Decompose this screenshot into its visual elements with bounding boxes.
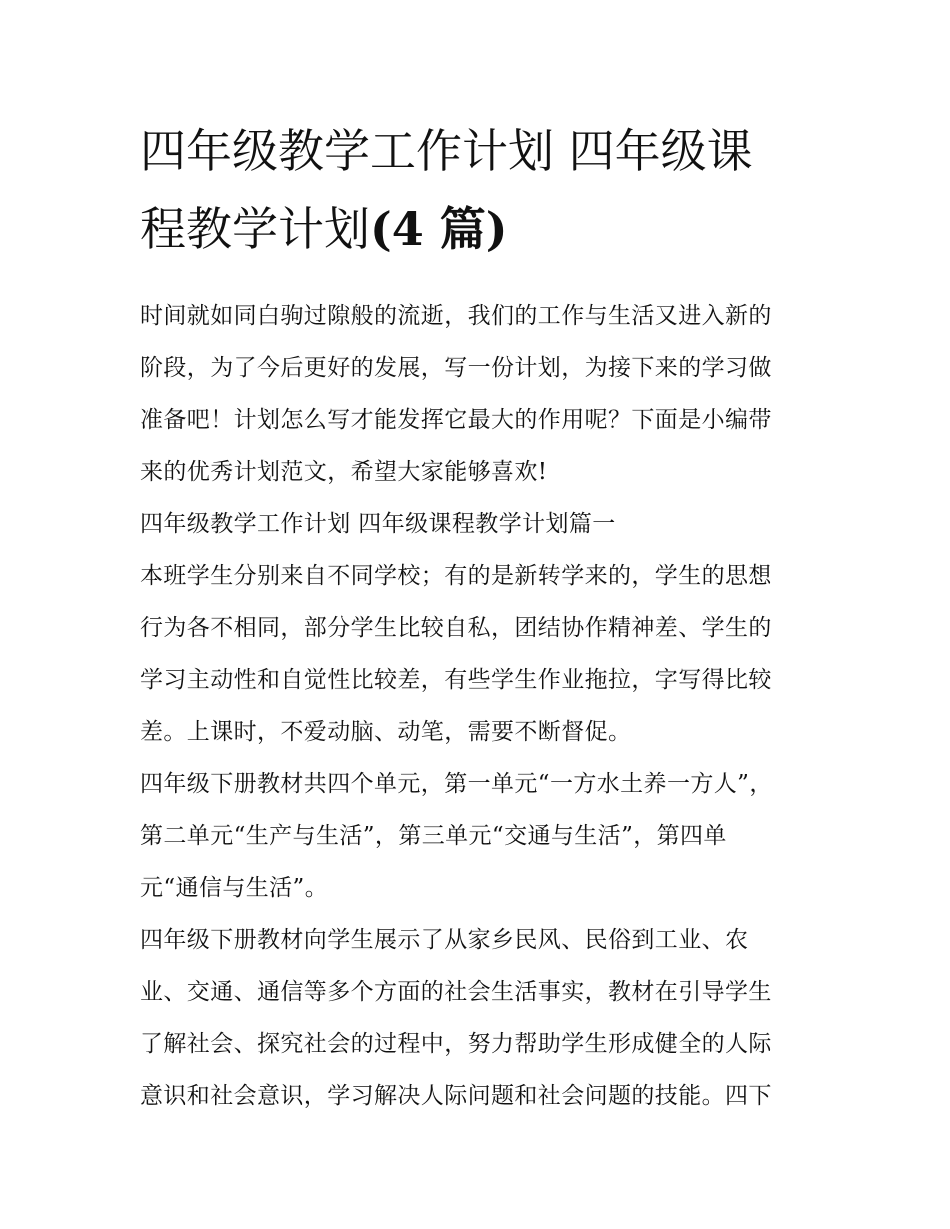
- body-line: 四年级下册教材共四个单元，第一单元“一方水土养一方人”，: [140, 771, 773, 797]
- body-line: 行为各不相同，部分学生比较自私，团结协作精神差、学生的: [140, 615, 772, 641]
- body-line: 差。上课时，不爱动脑、动笔，需要不断督促。: [140, 719, 632, 745]
- body-line: 来的优秀计划范文，希望大家能够喜欢!: [140, 459, 548, 485]
- body-line: 阶段，为了今后更好的发展，写一份计划，为接下来的学习做: [140, 355, 772, 381]
- body-line: 了解社会、探究社会的过程中，努力帮助学生形成健全的人际: [140, 1031, 772, 1057]
- document-title-text: 程教学计划: [140, 202, 370, 256]
- section-heading: 四年级教学工作计划 四年级课程教学计划篇一: [140, 511, 616, 537]
- body-line: 准备吧！计划怎么写才能发挥它最大的作用呢？下面是小编带: [140, 407, 772, 433]
- document-content: [140, 112, 812, 1122]
- body-line: 业、交通、通信等多个方面的社会生活事实，教材在引导学生: [140, 979, 772, 1005]
- document-body: [140, 290, 812, 1122]
- body-line: 第二单元“生产与生活”，第三单元“交通与生活”，第四单: [140, 823, 727, 849]
- body-line: 时间就如同白驹过隙般的流逝，我们的工作与生活又进入新的: [140, 303, 772, 329]
- body-line: 学习主动性和自觉性比较差，有些学生作业拖拉，字写得比较: [140, 667, 772, 693]
- document-title-line-2: [140, 190, 812, 268]
- body-line: 元“通信与生活”。: [140, 875, 329, 901]
- body-line: 本班学生分别来自不同学校；有的是新转学来的，学生的思想: [140, 563, 772, 589]
- document-title-count: (4 篇): [370, 202, 508, 256]
- body-line: 四年级下册教材向学生展示了从家乡民风、民俗到工业、农: [140, 927, 749, 953]
- body-line: 意识和社会意识，学习解决人际问题和社会问题的技能。四下: [140, 1083, 772, 1109]
- document-title-line-1: 四年级教学工作计划 四年级课: [140, 124, 753, 178]
